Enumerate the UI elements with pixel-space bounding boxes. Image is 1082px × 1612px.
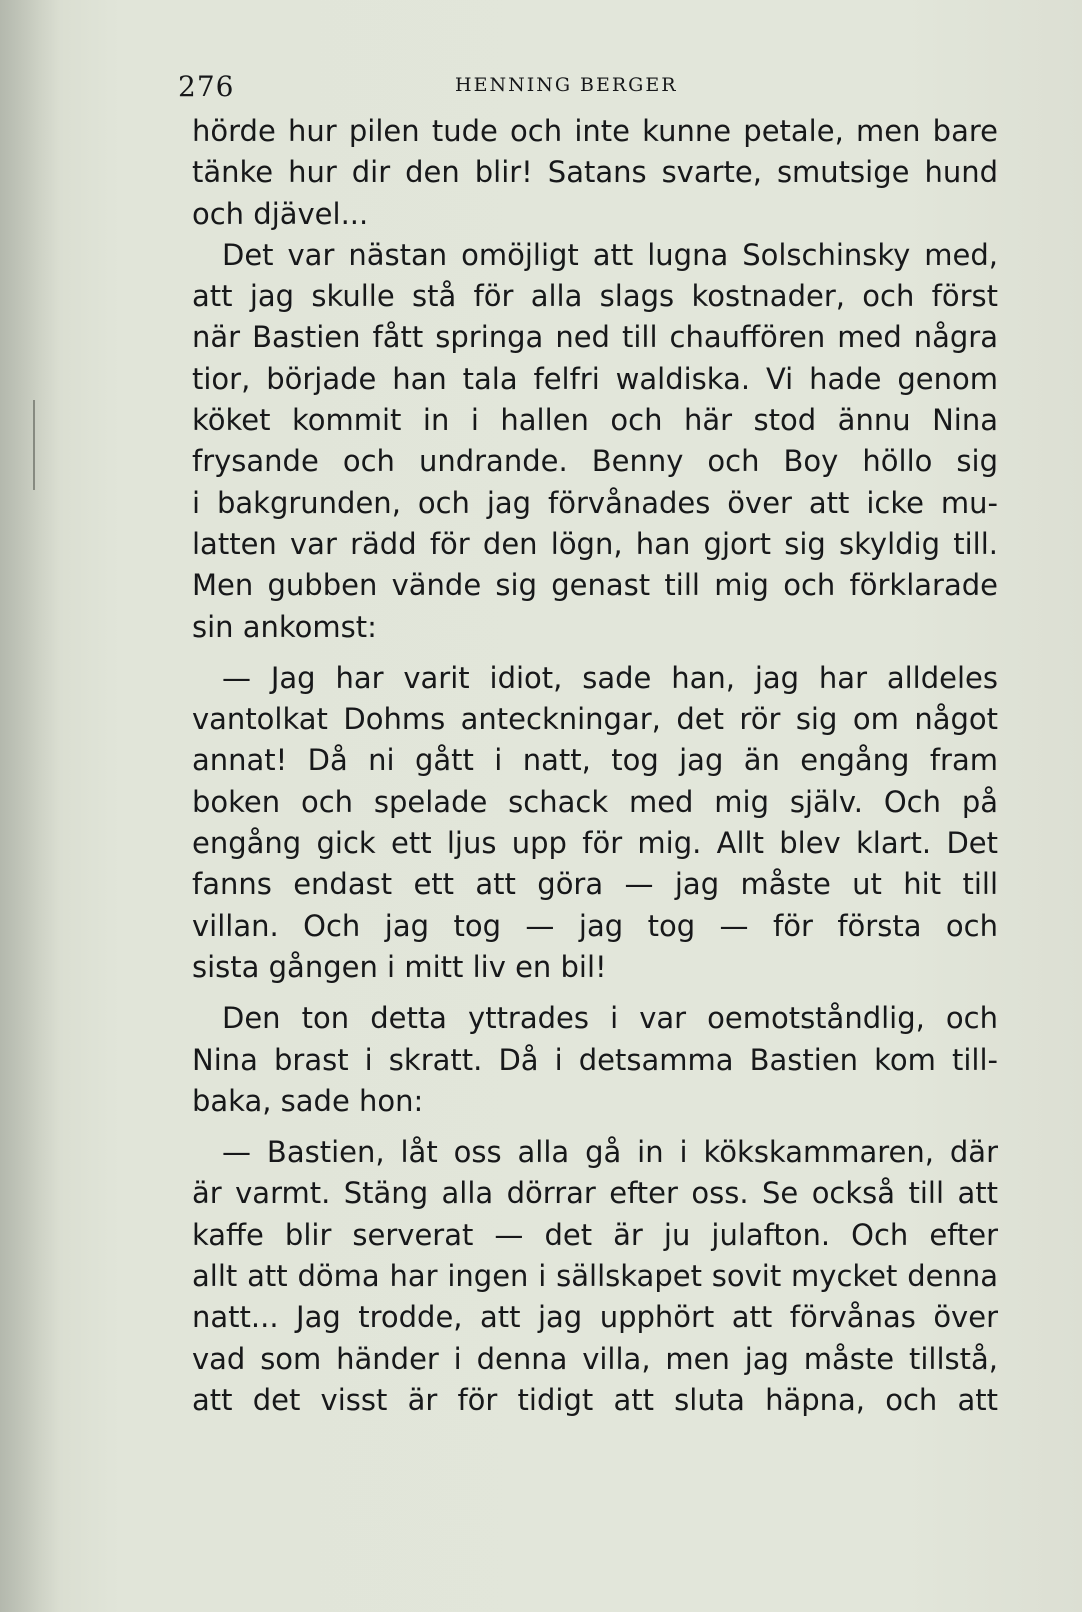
text-line: Den ton detta yttrades i var oemotståndlig, och: [222, 1001, 998, 1036]
text-line: — Bastien, låt oss alla gå in i kökskammaren, där: [222, 1135, 998, 1170]
text-line: engång gick ett ljus upp för mig. Allt blev klart. Det: [192, 826, 998, 861]
text-line: sin ankomst:: [192, 609, 377, 644]
text-line: latten var rädd för den lögn, han gjort sig skyldig till.: [192, 526, 998, 561]
text-line: köket kommit in i hallen och här stod ännu Nina: [192, 403, 998, 438]
text-line: tior, började han tala felfri waldiska. Vi hade genom: [192, 361, 998, 396]
author-heading: HENNING BERGER: [455, 74, 678, 96]
text-line: — Jag har varit idiot, sade han, jag har alldeles: [222, 660, 998, 695]
text-line: fanns endast ett att göra — jag måste ut hit till: [192, 867, 998, 902]
text-line: Det var nästan omöjligt att lugna Solschinsky med,: [222, 237, 998, 272]
text-line: hörde hur pilen tude och inte kunne petale, men bare: [192, 114, 998, 148]
text-line: tänke hur dir den blir! Satans svarte, smutsige hund: [192, 155, 998, 190]
text-line: vad som händer i denna villa, men jag måste tillstå,: [192, 1341, 998, 1376]
body-text: [192, 111, 998, 1421]
text-line: villan. Och jag tog — jag tog — för första och: [192, 908, 998, 943]
text-line: annat! Då ni gått i natt, tog jag än engång fram: [192, 743, 998, 778]
text-line: Nina brast i skratt. Då i detsamma Bastien kom till-: [192, 1042, 998, 1077]
text-line: Men gubben vände sig genast till mig och förklarade: [192, 568, 998, 603]
text-line: frysande och undrande. Benny och Boy höllo sig: [192, 444, 998, 479]
text-line: natt... Jag trodde, att jag upphört att förvånas över: [192, 1300, 998, 1335]
gutter-mark: [33, 400, 35, 490]
gutter-shadow: [0, 0, 60, 1612]
text-line: och djävel...: [192, 196, 369, 231]
page-number: 276: [178, 70, 235, 103]
text-line: boken och spelade schack med mig själv. Och på: [192, 784, 998, 819]
text-line: när Bastien fått springa ned till chauffören med några: [192, 320, 998, 355]
text-line: vantolkat Dohms anteckningar, det rör sig om något: [192, 702, 998, 737]
text-line: i bakgrunden, och jag förvånades över att icke mu-: [192, 485, 998, 520]
text-line: allt att döma har ingen i sällskapet sovit mycket denna: [192, 1259, 998, 1294]
text-line: baka, sade hon:: [192, 1083, 424, 1118]
text-line: sista gången i mitt liv en bil!: [192, 949, 607, 984]
text-line: att jag skulle stå för alla slags kostnader, och först: [192, 279, 998, 314]
text-line: att det visst är för tidigt att sluta häpna, och att: [192, 1382, 998, 1417]
running-head: [178, 66, 1000, 106]
text-line: kaffe blir serverat — det är ju julafton. Och efter: [192, 1217, 998, 1252]
text-line: är varmt. Stäng alla dörrar efter oss. Se också till att: [192, 1176, 998, 1211]
